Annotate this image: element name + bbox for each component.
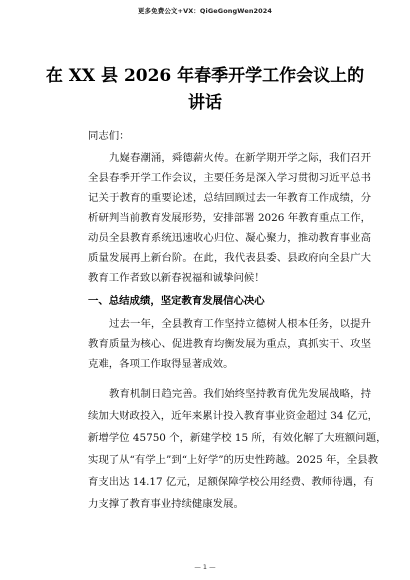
document-title	[40, 63, 370, 117]
paragraph-line: 记关于教育的重要论述，总结回顾过去一年教育工作成绩，分	[88, 192, 371, 204]
paragraph-line: 析研判当前教育发展形势，安排部署 2026 年教育重点工作，	[88, 212, 371, 224]
paragraph-line: 实现了从“有学上”到“上好学”的历史性跨越。2025 年，全县教	[88, 454, 378, 466]
paragraph-line: 教育机制日趋完善。我们始终坚持教育优先发展战略，持	[109, 388, 371, 400]
paragraph-line: 育支出达 14.17 亿元，足额保障学校公用经费、教师待遇，有	[88, 476, 374, 488]
paragraph-line: 力支撑了教育事业持续健康发展。	[88, 498, 244, 510]
title-line-2: 讲话	[188, 93, 222, 113]
salutation: 同志们：	[88, 130, 130, 142]
title-line-1: 在 XX 县 2026 年春季开学工作会议上的	[45, 66, 365, 86]
paragraph-line: 教育质量为核心、促进教育均衡发展为重点，真抓实干、攻坚	[88, 338, 371, 350]
paragraph-line: 过去一年，全县教育工作坚持立德树人根本任务，以提升	[109, 318, 371, 330]
paragraph-line: 续加大财政投入，近年来累计投入教育事业资金超过 34 亿元，	[88, 410, 378, 422]
paragraph-line: 克难，各项工作取得显著成效。	[88, 358, 234, 370]
paragraph-line: 动员全县教育系统迅速收心归位、凝心聚力，推动教育事业高	[88, 232, 371, 244]
paragraph-line: 教育工作者致以新春祝福和诚挚问候！	[88, 272, 265, 284]
section-heading: 一、总结成绩，坚定教育发展信心决心	[88, 295, 265, 307]
paragraph-line: 九嶷春潮涌，舜德薪火传。在新学期开学之际，我们召开	[109, 152, 371, 164]
header-watermark-text: 更多免费公文+VX：QiGeGongWen2024	[137, 7, 273, 15]
page-number: — 1 —	[194, 563, 216, 571]
paragraph-line: 质量发展再上新台阶。在此，我代表县委、县政府向全县广大	[88, 252, 371, 264]
paragraph-line: 全县春季开学工作会议，主要任务是深入学习贯彻习近平总书	[88, 172, 371, 184]
paragraph-line: 新增学位 45750 个，新建学校 15 所，有效化解了大班额问题，	[88, 432, 387, 444]
